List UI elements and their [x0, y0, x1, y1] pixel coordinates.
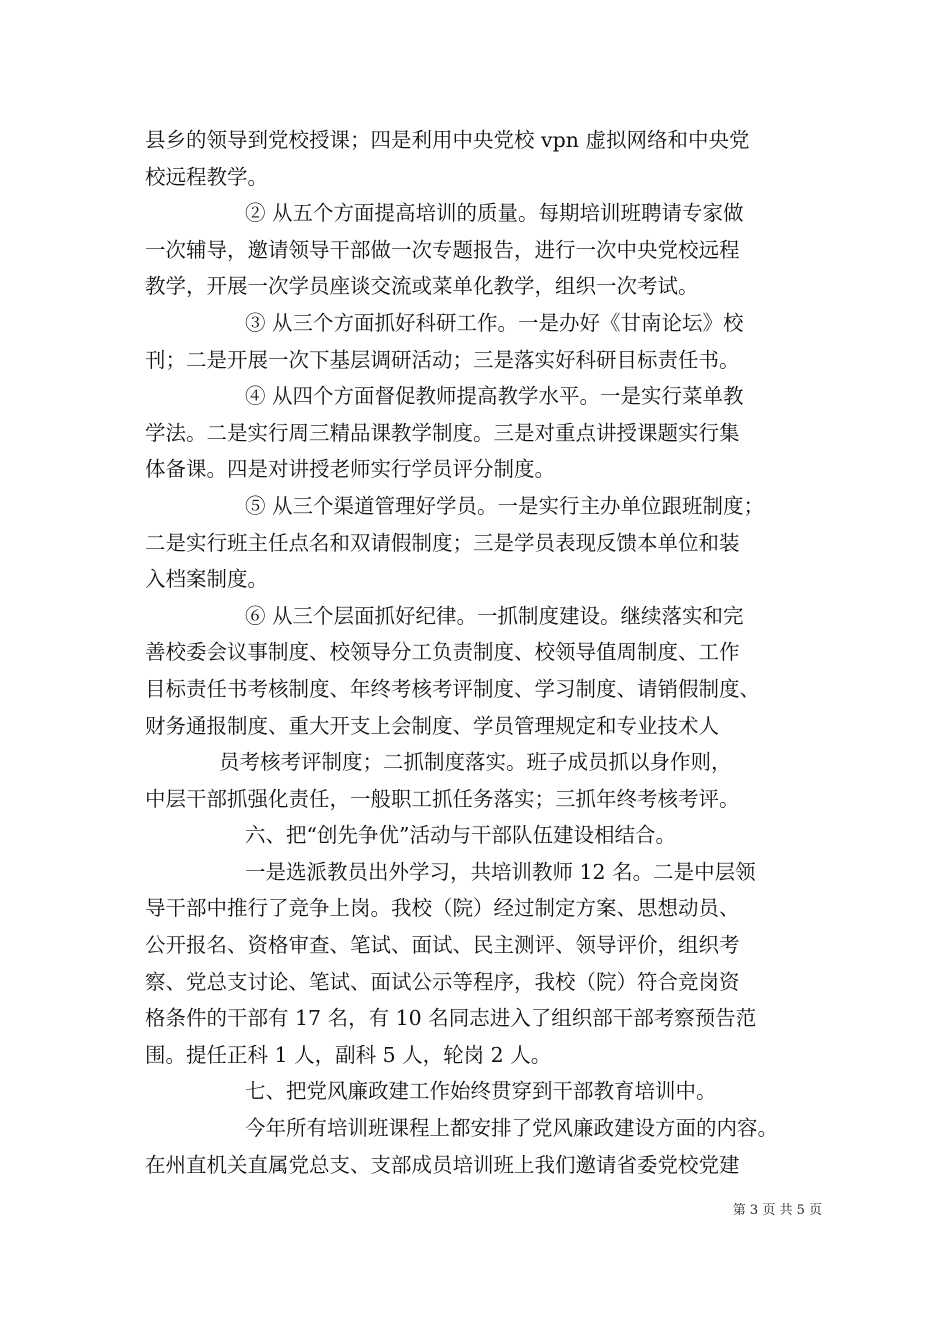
text-line: 一是选派教员出外学习，共培训教师 12 名。二是中层领	[245, 859, 756, 884]
text-line: 中层干部抓强化责任，一般职工抓任务落实；三抓年终考核考评。	[145, 786, 740, 811]
text-line: 体备课。四是对讲授老师实行学员评分制度。	[145, 457, 555, 482]
text-line: 员考核考评制度；二抓制度落实。班子成员抓以身作则，	[219, 750, 732, 775]
text-line: 察、党总支讨论、笔试、面试公示等程序，我校（院）符合竞岗资	[145, 969, 740, 994]
text-line: 入档案制度。	[145, 567, 268, 592]
text-line: 在州直机关直属党总支、支部成员培训班上我们邀请省委党校党建	[145, 1152, 740, 1177]
text-line: 格条件的干部有 17 名，有 10 名同志进入了组织部干部考察预告范	[145, 1006, 757, 1031]
text-line: 六、把“创先争优”活动与干部队伍建设相结合。	[245, 823, 676, 848]
text-line: 刊；二是开展一次下基层调研活动；三是落实好科研目标责任书。	[145, 347, 740, 372]
text-line: 财务通报制度、重大开支上会制度、学员管理规定和专业技术人	[145, 713, 719, 738]
text-line: 公开报名、资格审查、笔试、面试、民主测评、领导评价，组织考	[145, 933, 740, 958]
text-line: ⑥ 从三个层面抓好纪律。一抓制度建设。继续落实和完	[245, 603, 744, 628]
text-line: 县乡的领导到党校授课；四是利用中央党校 vpn 虚拟网络和中央党	[145, 128, 750, 152]
text-line: 校远程教学。	[145, 164, 268, 189]
text-line: 围。提任正科 1 人，副科 5 人，轮岗 2 人。	[145, 1042, 552, 1067]
text-line: 导干部中推行了竞争上岗。我校（院）经过制定方案、思想动员、	[145, 896, 740, 921]
text-line: 善校委会议事制度、校领导分工负责制度、校领导值周制度、工作	[145, 640, 740, 665]
text-line: ② 从五个方面提高培训的质量。每期培训班聘请专家做	[245, 201, 744, 226]
document-body	[145, 122, 825, 1183]
text-line: 二是实行班主任点名和双请假制度；三是学员表现反馈本单位和装	[145, 530, 740, 555]
text-line: ④ 从四个方面督促教师提高教学水平。一是实行菜单教	[245, 384, 744, 409]
text-line: 今年所有培训班课程上都安排了党风廉政建设方面的内容。	[245, 1116, 778, 1141]
page-number: 第 3 页 共 5 页	[732, 1203, 822, 1218]
text-line: 教学，开展一次学员座谈交流或菜单化教学，组织一次考试。	[145, 274, 699, 299]
text-line: 目标责任书考核制度、年终考核考评制度、学习制度、请销假制度、	[145, 676, 760, 701]
text-line: 学法。二是实行周三精品课教学制度。三是对重点讲授课题实行集	[145, 420, 740, 445]
text-line: ③ 从三个方面抓好科研工作。一是办好《甘南论坛》校	[245, 310, 744, 335]
text-line: 七、把党风廉政建工作始终贯穿到干部教育培训中。	[245, 1079, 717, 1104]
text-line: 一次辅导，邀请领导干部做一次专题报告，进行一次中央党校远程	[145, 237, 740, 262]
text-line: ⑤ 从三个渠道管理好学员。一是实行主办单位跟班制度；	[245, 493, 765, 518]
